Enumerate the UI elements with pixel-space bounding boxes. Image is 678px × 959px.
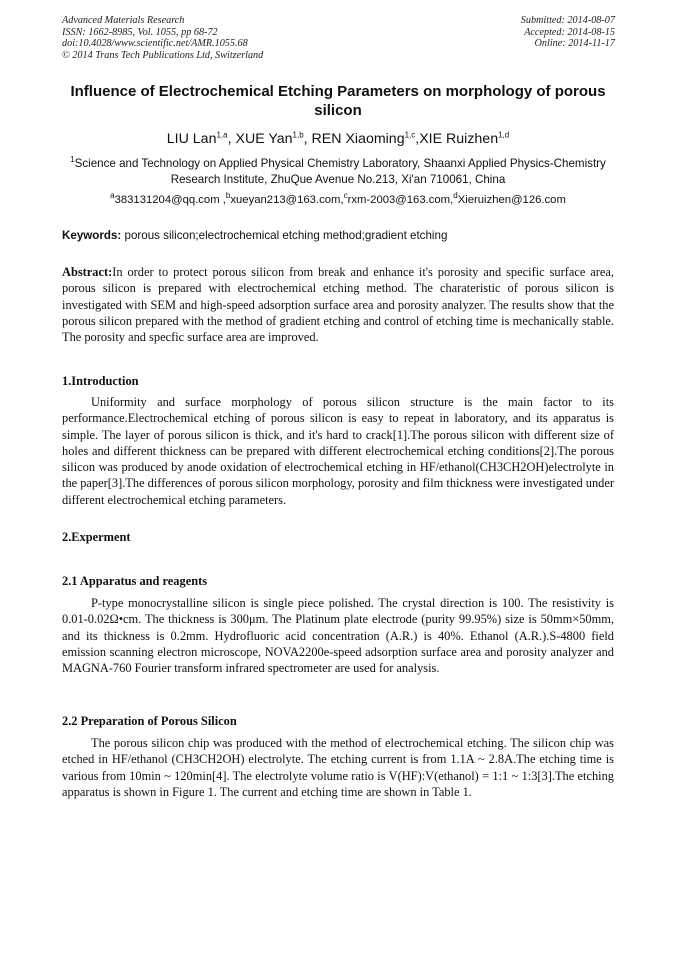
email-entry: $^c$rxm-2003@163.com, <box>343 191 454 206</box>
keywords-label: Keywords: <box>62 229 122 242</box>
email-entry: $^d$Xieruizhen@126.com <box>453 191 566 206</box>
section-heading-apparatus: 2.1 Apparatus and reagents <box>62 574 208 588</box>
journal-header <box>62 15 263 61</box>
journal-issn: ISSN: 1662-8985, Vol. 1055, pp 68-72 <box>62 26 218 38</box>
apparatus-paragraph: P-type monocrystalline silicon is single piece polished. The crystal direction is 100. The resistivity is 0.01-0.02Ω•cm. The thickness is 300μm. The Platinum plate electrode (purity 99.95%) size is 50mm×50mm, and its thickness is 0.2mm. Hydrofluoric acid concentration (A.R.) is 40%. Ethanol (A.R.).S-4800 field emission scanning electron microscope, NOVA2200e-speed adsorption surface area and porosity analyzer and MAGNA-760 Fourier transform infrared spectrometer are used for analysis. <box>62 596 614 676</box>
author: XIE Ruizhen$^{1,d}$ <box>419 130 510 147</box>
author-list <box>62 130 614 148</box>
affiliation: $^1$Science and Technology on Applied Physical Chemistry Laboratory, Shaanxi Applied Physics-Chemistry Research Institute, ZhuQue Avenue No.213, Xi'an 710061, China <box>70 155 606 186</box>
abstract-text: In order to protect porous silicon from break and enhance it's porosity and specific surface area, porous silicon is prepared with electrochemical etching method. The charateristic of porous silicon is investigated with SEM and high-speed adsorption surface area and porosity analyzer. The results show that the porous silicon prepared with the method of gradient etching and control of etching time is mechanically stable. The porosity and specfic surface area are improved. <box>62 265 614 345</box>
keywords <box>62 229 614 243</box>
author: XUE Yan$^{1,b}$, <box>235 130 312 147</box>
email-entry: $^b$xueyan213@163.com, <box>225 191 344 206</box>
email-list <box>62 193 614 207</box>
journal-name: Advanced Materials Research <box>62 15 185 26</box>
section-heading-introduction: 1.Introduction <box>62 374 139 388</box>
accepted-date: Accepted: 2014-08-15 <box>524 26 615 38</box>
introduction-paragraph: Uniformity and surface morphology of porous silicon structure is the main factor to its performance.Electrochemical etching of porous silicon is easy to repeat in laboratory, and its apparatus is simple. The layer of porous silicon is thick, and it's hard to crack[1].The porous silicon with different size of holes and different thickness can be prepared with different electrochemical etching conditions[2].The porous silicon was produced by anode oxidation of electrochemical etching in HF/ethanol(CH3CH2OH)electrolyte in the paper[3].The differences of porous silicon morphology, porosity and film thickness were investigated under different electrochemical etching parameters. <box>62 395 614 507</box>
journal-copyright: © 2014 Trans Tech Publications Ltd, Switzerland <box>62 49 264 61</box>
abstract-label: Abstract: <box>62 265 113 279</box>
keywords-text: porous silicon;electrochemical etching method;gradient etching <box>124 229 448 242</box>
online-date: Online: 2014-11-17 <box>534 38 615 50</box>
preparation-paragraph: The porous silicon chip was produced with the method of electrochemical etching. The silicon chip was etched in HF/ethanol (CH3CH2OH) electrolyte. The etching current is from 1.1A ~ 2.8A.The etching time is various from 10min ~ 120min[4]. The electrolyte volume ratio is V(HF):V(ethanol) = 1:1 ~ 1:3[3].The etching apparatus is shown in Figure 1. The current and etching time are shown in Table 1. <box>62 736 614 799</box>
email-entry: $^a$383131204@qq.com , <box>110 191 226 206</box>
abstract <box>62 264 614 345</box>
paper-title: Influence of Electrochemical Etching Parameters on morphology of porous silicon <box>70 83 606 119</box>
section-heading-experiment: 2.Experment <box>62 530 131 544</box>
author: REN Xiaoming$^{1,c}$, <box>311 130 420 147</box>
dates-header <box>521 15 615 50</box>
journal-doi: doi:10.4028/www.scientific.net/AMR.1055.68 <box>62 38 248 50</box>
author: LIU Lan$^{1,a}$, <box>166 130 236 147</box>
submitted-date: Submitted: 2014-08-07 <box>520 15 615 26</box>
section-heading-preparation: 2.2 Preparation of Porous Silicon <box>62 714 237 728</box>
